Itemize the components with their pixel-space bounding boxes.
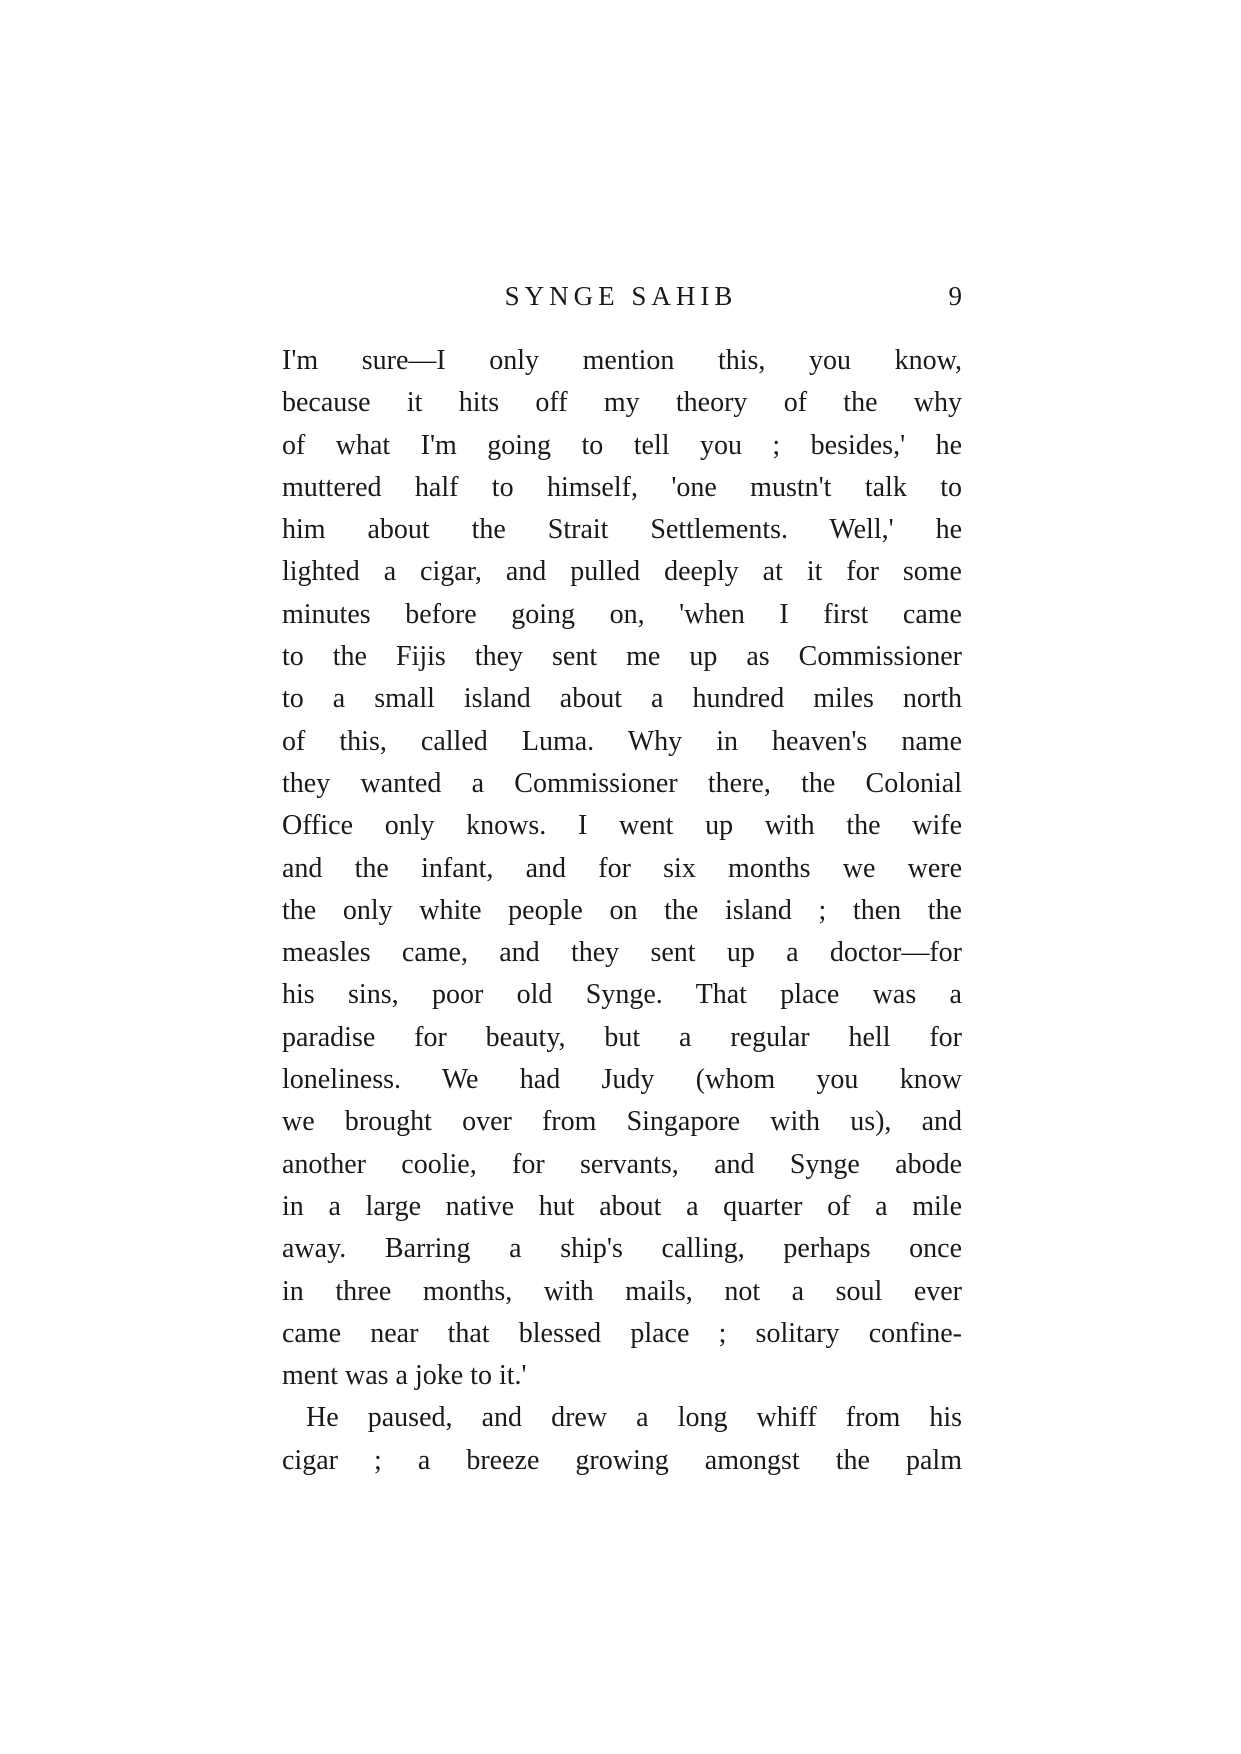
page-number: 9 (948, 281, 962, 311)
text-line: him about the Strait Settlements. Well,' he (282, 514, 962, 546)
text-line: and the infant, and for six months we were (282, 852, 962, 884)
text-line: because it hits off my theory of the why (282, 387, 962, 419)
text-line: minutes before going on, 'when I first came (282, 598, 962, 630)
text-line: muttered half to himself, 'one mustn't talk to (282, 471, 962, 503)
text-line: they wanted a Commissioner there, the Colonial (282, 767, 962, 799)
text-line: of what I'm going to tell you ; besides,' he (282, 429, 962, 461)
text-line: I'm sure—I only mention this, you know, (282, 345, 962, 376)
paragraph (282, 340, 962, 1397)
text-line: ment was a joke to it.' (282, 1360, 527, 1392)
text-line: away. Barring a ship's calling, perhaps once (282, 1233, 962, 1265)
body-text (282, 340, 962, 1482)
text-line: the only white people on the island ; then the (282, 894, 962, 926)
text-line: came near that blessed place ; solitary confine- (282, 1317, 962, 1349)
text-line: another coolie, for servants, and Synge abode (282, 1148, 962, 1180)
text-line: we brought over from Singapore with us), and (282, 1106, 962, 1138)
text-line: lighted a cigar, and pulled deeply at it for some (282, 556, 962, 588)
text-line: paradise for beauty, but a regular hell for (282, 1021, 962, 1053)
text-line: in three months, with mails, not a soul ever (282, 1275, 962, 1307)
text-line: measles came, and they sent up a doctor—for (282, 937, 962, 969)
text-line: to the Fijis they sent me up as Commissioner (282, 641, 962, 673)
text-line: cigar ; a breeze growing amongst the palm (282, 1444, 962, 1476)
text-line: his sins, poor old Synge. That place was a (282, 979, 962, 1011)
running-title: SYNGE SAHIB (504, 281, 738, 311)
text-line: to a small island about a hundred miles north (282, 683, 962, 715)
text-line: Office only knows. I went up with the wife (282, 810, 962, 842)
text-line: in a large native hut about a quarter of a mile (282, 1190, 962, 1222)
text-line: He paused, and drew a long whiff from his (306, 1402, 962, 1434)
paragraph (282, 1397, 962, 1482)
text-line: of this, called Luma. Why in heaven's name (282, 725, 962, 757)
running-head (280, 276, 962, 316)
text-line: loneliness. We had Judy (whom you know (282, 1064, 962, 1096)
